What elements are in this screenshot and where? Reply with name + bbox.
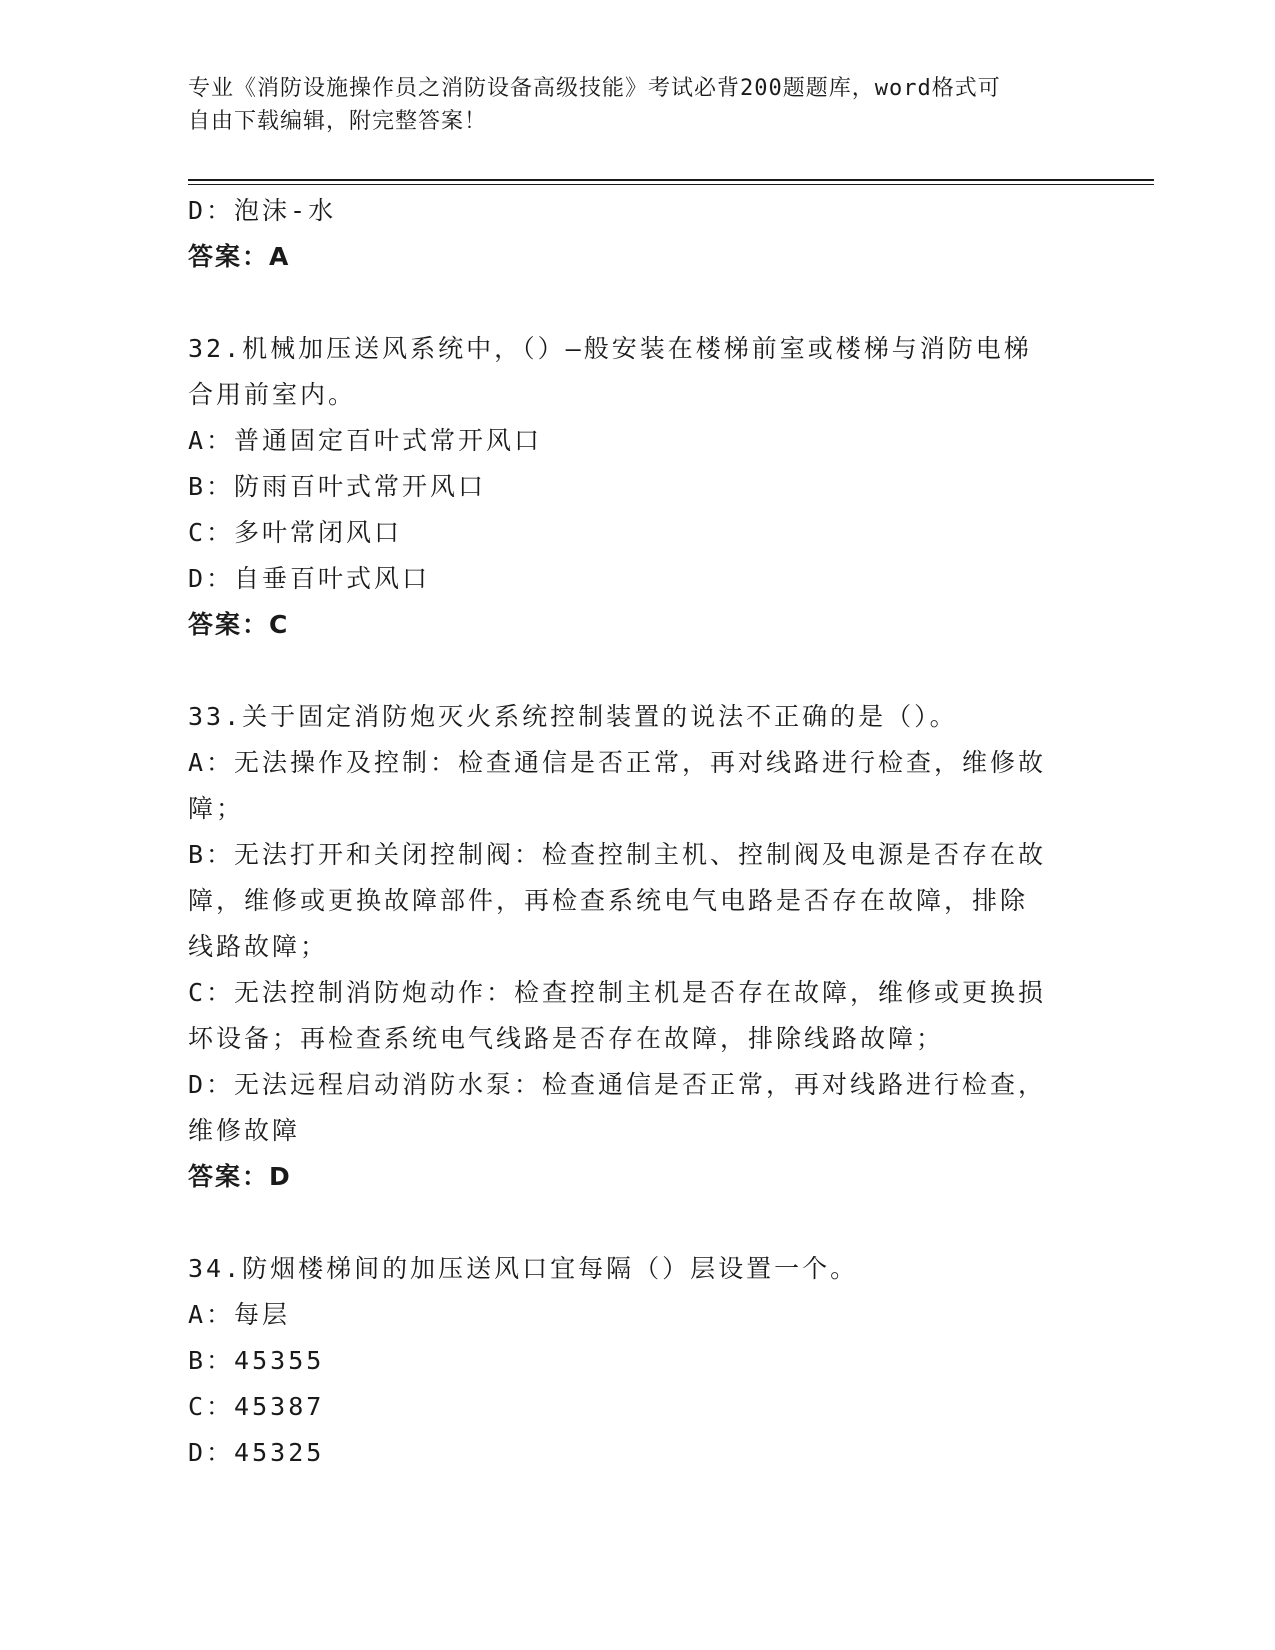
spacer [188, 280, 1088, 326]
header-line-2: 自由下载编辑，附完整答案！ [188, 109, 488, 134]
question-34-option-a: A：每层 [188, 1300, 291, 1329]
spacer [188, 648, 1088, 694]
question-33-option-c-line-2: 坏设备；再检查系统电气线路是否存在故障，排除线路故障； [188, 1024, 945, 1053]
question-33-option-b-line-1: B：无法打开和关闭控制阀：检查控制主机、控制阀及电源是否存在故 [188, 840, 1047, 869]
header-divider-thin [188, 184, 1154, 185]
question-34 [188, 1246, 1088, 1476]
document-header [188, 72, 1088, 138]
question-content [188, 188, 1088, 1476]
question-33-option-a-line-2: 障； [188, 794, 245, 823]
previous-option-d: D：泡沫-水 [188, 196, 337, 225]
question-33-option-a-line-1: A：无法操作及控制：检查通信是否正常，再对线路进行检查，维修故 [188, 748, 1047, 777]
question-32-answer: 答案：C [188, 610, 290, 639]
question-33 [188, 694, 1088, 1200]
question-34-stem-line-1: 34.防烟楼梯间的加压送风口宜每隔（）层设置一个。 [188, 1254, 859, 1283]
spacer [188, 1200, 1088, 1246]
question-32-stem-line-2: 合用前室内。 [188, 380, 357, 409]
question-32-option-c: C：多叶常闭风口 [188, 518, 403, 547]
question-33-option-b-line-2: 障，维修或更换故障部件，再检查系统电气电路是否存在故障，排除 [188, 886, 1029, 915]
header-line-1: 专业《消防设施操作员之消防设备高级技能》考试必背200题题库，word格式可 [188, 76, 1001, 101]
question-33-stem-line-1: 33.关于固定消防炮灭火系统控制装置的说法不正确的是（）。 [188, 702, 958, 731]
question-33-option-d-line-1: D：无法远程启动消防水泵：检查通信是否正常，再对线路进行检查， [188, 1070, 1047, 1099]
question-34-option-d: D：45325 [188, 1438, 325, 1467]
question-33-option-b-line-3: 线路故障； [188, 932, 329, 961]
question-33-answer: 答案：D [188, 1162, 292, 1191]
question-32 [188, 326, 1088, 648]
question-32-option-a: A：普通固定百叶式常开风口 [188, 426, 543, 455]
header-divider-thick [188, 179, 1154, 181]
question-33-option-d-line-2: 维修故障 [188, 1116, 301, 1145]
question-32-option-b: B：防雨百叶式常开风口 [188, 472, 487, 501]
question-34-option-c: C：45387 [188, 1392, 325, 1421]
previous-answer: 答案：A [188, 242, 291, 271]
question-32-stem-line-1: 32.机械加压送风系统中，（）—般安装在楼梯前室或楼梯与消防电梯 [188, 334, 1032, 363]
question-34-option-b: B：45355 [188, 1346, 325, 1375]
question-33-option-c-line-1: C：无法控制消防炮动作：检查控制主机是否存在故障，维修或更换损 [188, 978, 1047, 1007]
question-32-option-d: D：自垂百叶式风口 [188, 564, 431, 593]
